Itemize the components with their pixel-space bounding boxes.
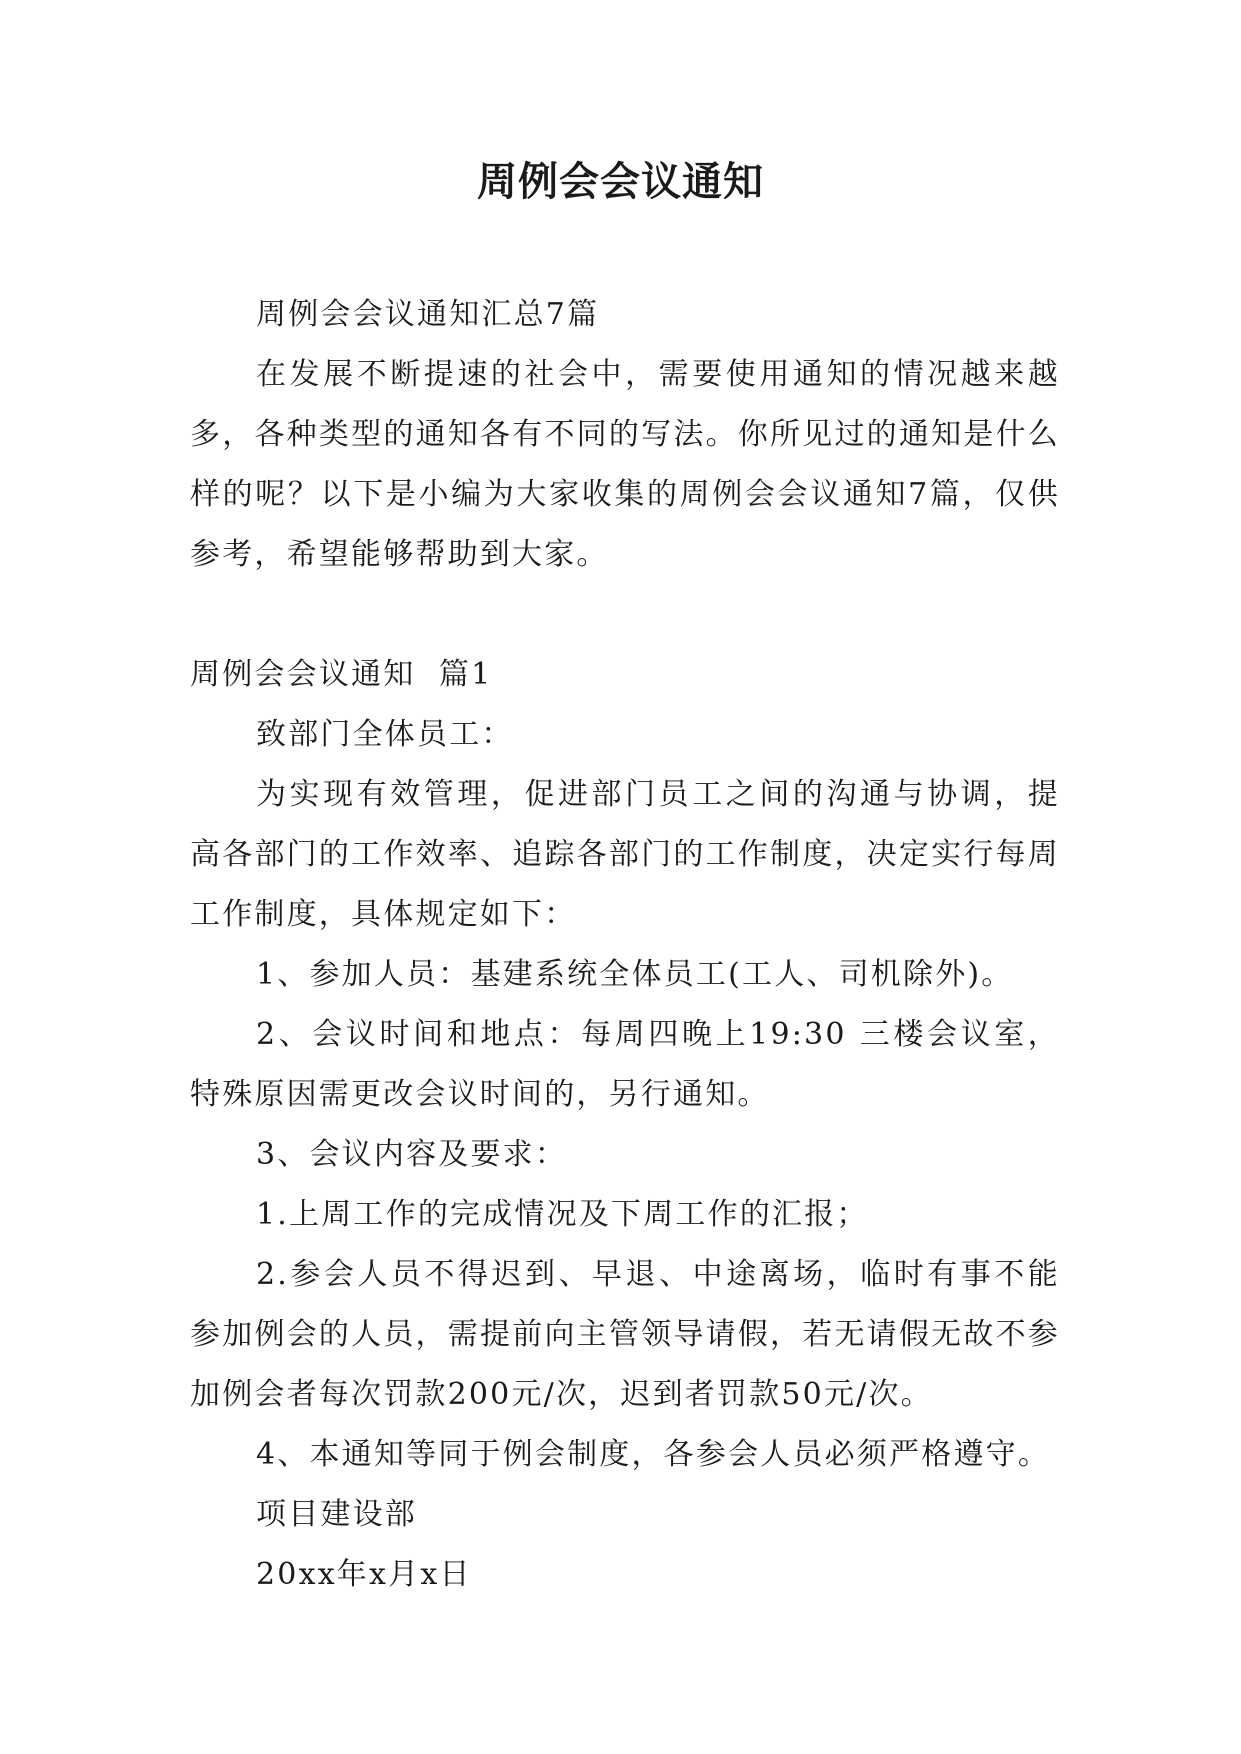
signature-date: 20xx年x月x日 [256, 1557, 472, 1592]
item-participants: 1、参加人员：基建系统全体员工(工人、司机除外)。 [256, 957, 1014, 992]
intro-paragraph: 在发展不断提速的社会中，需要使用通知的情况越来越多，各种类型的通知各有不同的写法。你所见过的通知是什么样的呢？以下是小编为大家收集的周例会会议通知7篇，仅供参考，希望能够帮助到大家。 [190, 357, 1060, 572]
item-time-location: 2、会议时间和地点：每周四晚上19:30 三楼会议室，特殊原因需更改会议时间的，另行通知。 [190, 1017, 1060, 1112]
section-heading: 周例会会议通知 篇1 [190, 657, 493, 692]
item-content-requirements: 3、会议内容及要求： [256, 1137, 568, 1172]
document-body [190, 285, 1060, 1605]
section-spacer [190, 585, 1060, 645]
salutation: 致部门全体员工： [256, 717, 514, 752]
signature-department: 项目建设部 [256, 1497, 417, 1532]
sub-item-report: 1.上周工作的完成情况及下周工作的汇报； [256, 1197, 869, 1232]
purpose-paragraph: 为实现有效管理，促进部门员工之间的沟通与协调，提高各部门的工作效率、追踪各部门的工作制度，决定实行每周工作制度，具体规定如下： [190, 777, 1060, 932]
intro-summary: 周例会会议通知汇总7篇 [256, 297, 600, 332]
sub-item-attendance-rules: 2.参会人员不得迟到、早退、中途离场，临时有事不能参加例会的人员，需提前向主管领导请假，若无请假无故不参加例会者每次罚款200元/次，迟到者罚款50元/次。 [190, 1257, 1060, 1412]
item-compliance: 4、本通知等同于例会制度，各参会人员必须严格遵守。 [256, 1437, 1051, 1472]
document-title: 周例会会议通知 [477, 158, 764, 205]
